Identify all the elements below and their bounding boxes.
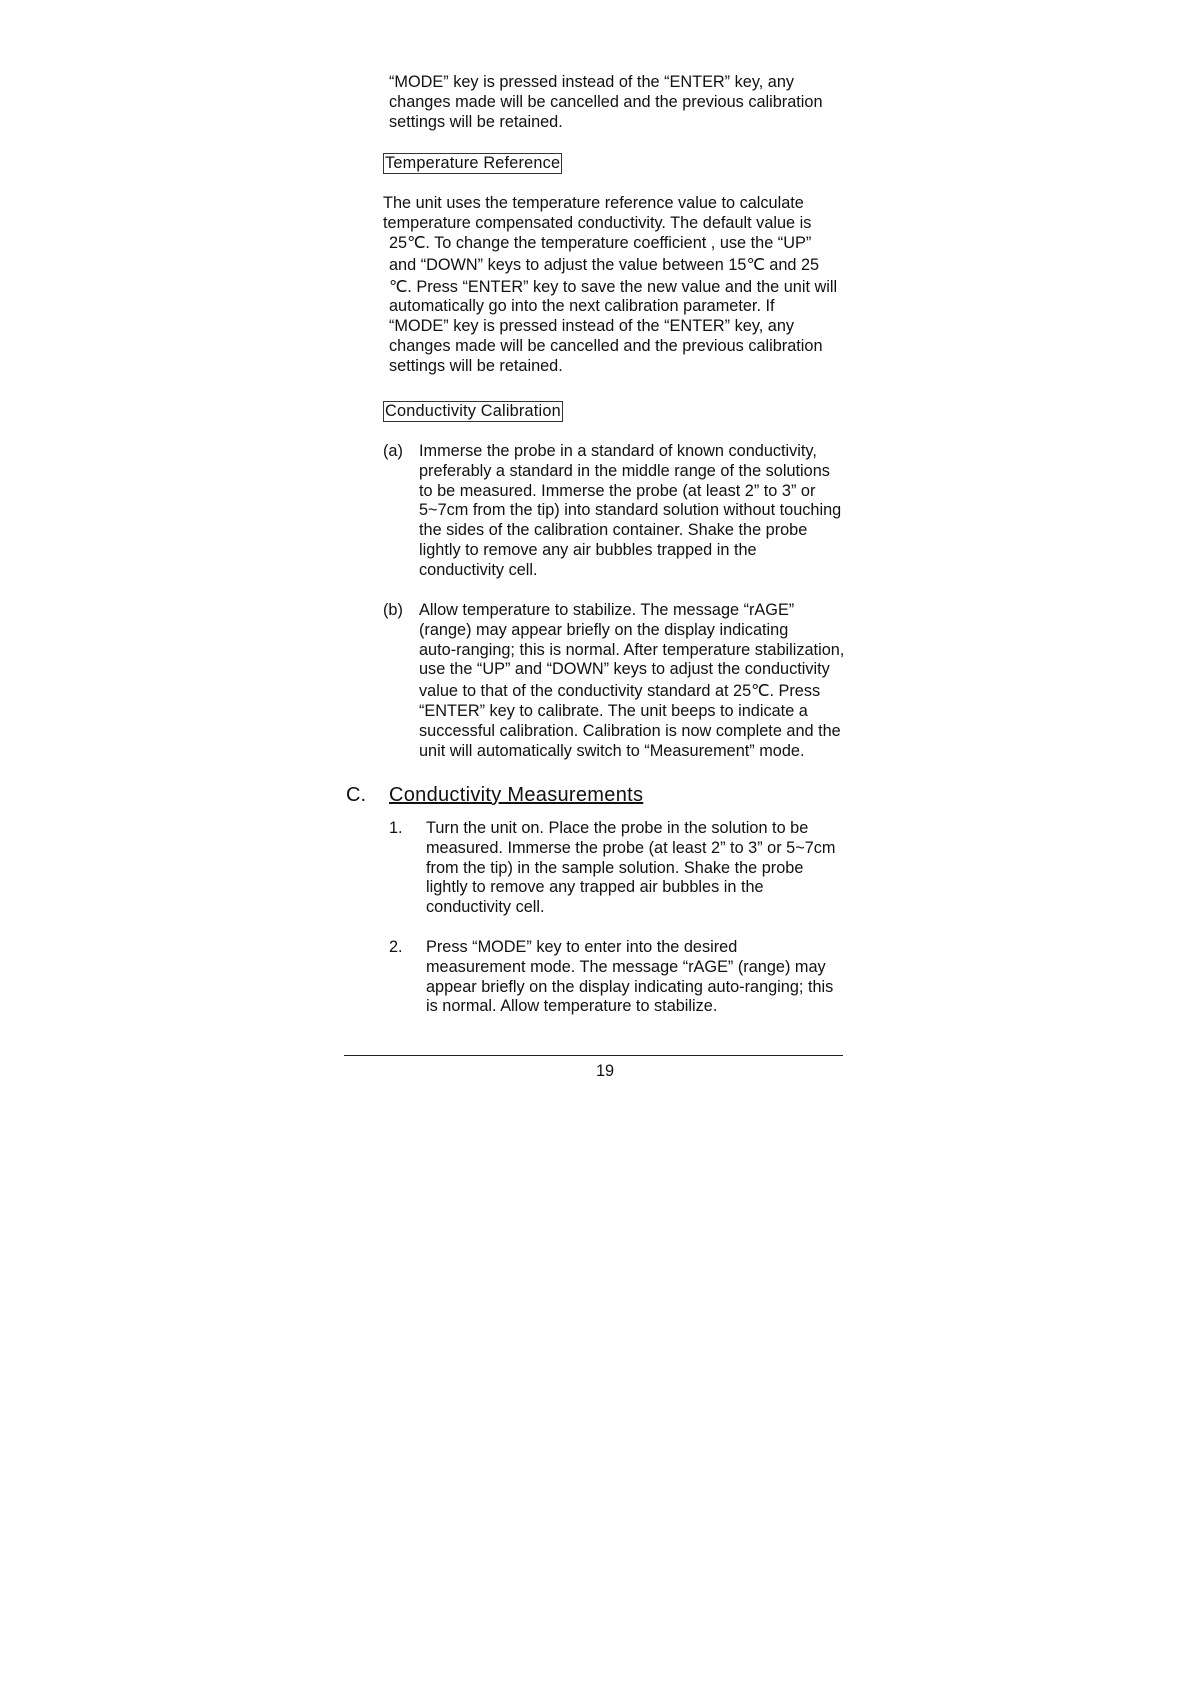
text-line: conductivity cell.	[419, 560, 538, 579]
text-line: conductivity cell.	[426, 898, 545, 917]
text-line: changes made will be cancelled and the previous calibration	[389, 336, 823, 355]
text-line: successful calibration. Calibration is now complete and the	[419, 721, 841, 740]
text-line: “MODE” key is pressed instead of the “ENTER” key, any	[389, 317, 795, 336]
text-line: the sides of the calibration container. Shake the probe	[419, 521, 808, 540]
text-line: to be measured. Immerse the probe (at least 2” to 3” or	[419, 481, 816, 500]
text-line: value to that of the conductivity standard at 25℃. Press	[419, 682, 821, 701]
text-line: temperature compensated conductivity. The default value is	[383, 213, 812, 232]
list-item-text	[426, 938, 833, 1017]
text-line: auto-ranging; this is normal. After temperature stabilization,	[419, 640, 845, 659]
text-line: Immerse the probe in a standard of known conductivity,	[419, 442, 817, 460]
footer-rule	[344, 1055, 843, 1056]
text-line: settings will be retained.	[389, 356, 563, 375]
temperature-reference-paragraph-b	[389, 234, 837, 377]
text-line: preferably a standard in the middle range of the solutions	[419, 461, 830, 480]
text-line: changes made will be cancelled and the previous calibration	[389, 92, 823, 111]
text-line: 5~7cm from the tip) into standard solution without touching	[419, 501, 842, 520]
temperature-reference-heading: Temperature Reference	[385, 154, 561, 172]
text-line: 25℃. To change the temperature coefficient , use the “UP”	[389, 234, 812, 252]
list-item-text	[419, 601, 844, 761]
text-line: The unit uses the temperature reference value to calculate	[383, 194, 804, 212]
section-letter: C.	[346, 784, 366, 806]
list-item-text	[419, 442, 841, 581]
text-line: is normal. Allow temperature to stabilize.	[426, 997, 718, 1016]
text-line: from the tip) in the sample solution. Shake the probe	[426, 858, 804, 877]
text-line: measured. Immerse the probe (at least 2” to 3” or 5~7cm	[426, 838, 836, 857]
section-title: Conductivity Measurements	[389, 784, 644, 806]
list-item-text	[426, 819, 835, 918]
text-line: lightly to remove any air bubbles trapped in the	[419, 540, 757, 559]
list-item-label: 2.	[389, 938, 403, 956]
text-line: settings will be retained.	[389, 112, 563, 131]
text-line: Turn the unit on. Place the probe in the solution to be	[426, 819, 809, 837]
text-line: (range) may appear briefly on the display indicating	[419, 620, 789, 639]
text-line: “MODE” key is pressed instead of the “ENTER” key, any	[389, 73, 795, 91]
list-item-label: (b)	[383, 601, 403, 619]
temperature-reference-paragraph-a	[383, 194, 811, 234]
text-line: Press “MODE” key to enter into the desired	[426, 938, 738, 956]
text-line: Allow temperature to stabilize. The message “rAGE”	[419, 601, 795, 619]
text-line: use the “UP” and “DOWN” keys to adjust the conductivity	[419, 660, 830, 679]
text-line: and “DOWN” keys to adjust the value between 15℃ and 25	[389, 255, 820, 274]
page-number: 19	[595, 1062, 615, 1080]
text-line: lightly to remove any trapped air bubbles in the	[426, 878, 764, 897]
intro-paragraph	[389, 73, 823, 132]
conductivity-calibration-heading: Conductivity Calibration	[385, 402, 561, 420]
text-line: ℃. Press “ENTER” key to save the new value and the unit will	[389, 277, 838, 296]
text-line: “ENTER” key to calibrate. The unit beeps to indicate a	[419, 701, 808, 720]
list-item-label: (a)	[383, 442, 403, 460]
text-line: measurement mode. The message “rAGE” (range) may	[426, 957, 826, 976]
list-item-label: 1.	[389, 819, 403, 837]
text-line: unit will automatically switch to “Measurement” mode.	[419, 741, 805, 760]
text-line: automatically go into the next calibration parameter. If	[389, 297, 775, 316]
text-line: appear briefly on the display indicating auto-ranging; this	[426, 977, 834, 996]
